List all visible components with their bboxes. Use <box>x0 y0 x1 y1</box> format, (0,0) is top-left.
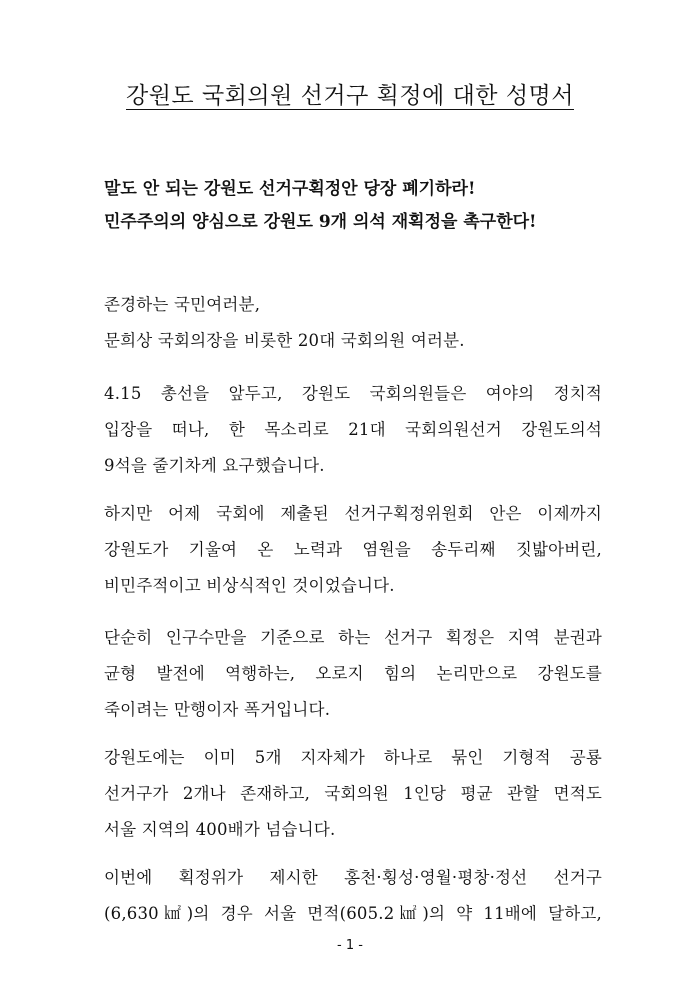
paragraph-line: 죽이려는 만행이자 폭거입니다. <box>104 700 331 719</box>
paragraph-line: 입장을 떠나, 한 목소리로 21대 국회의원선거 강원도의석 <box>104 420 602 439</box>
paragraph-district-area <box>104 740 602 848</box>
paragraph-line: 강원도에는 이미 5개 지자체가 하나로 묶인 기형적 공룡 <box>104 748 602 767</box>
subtitle-line-1: 말도 안 되는 강원도 선거구획정안 당장 폐기하라! <box>104 179 476 199</box>
paragraph-election-demand <box>104 376 602 484</box>
paragraph-line: 문희상 국회의장을 비롯한 20대 국회의원 여러분. <box>104 331 465 350</box>
paragraph-committee-plan <box>104 496 602 604</box>
page-number: - 1 - <box>337 938 363 953</box>
paragraph-line: 4.15 총선을 앞두고, 강원도 국회의원들은 여야의 정치적 <box>104 384 602 403</box>
paragraph-line: 강원도가 기울여 온 노력과 염원을 송두리째 짓밟아버린, <box>104 540 602 559</box>
paragraph-line: (6,630㎢)의 경우 서울 면적(605.2㎢)의 약 11배에 달하고, <box>104 904 602 923</box>
paragraph-line: 균형 발전에 역행하는, 오로지 힘의 논리만으로 강원도를 <box>104 664 602 683</box>
paragraph-line: 선거구가 2개나 존재하고, 국회의원 1인당 평균 관할 면적도 <box>104 784 602 803</box>
paragraph-proposed-district <box>104 860 602 932</box>
title-text: 강원도 국회의원 선거구 획정에 대한 성명서 <box>126 83 574 109</box>
paragraph-line: 비민주적이고 비상식적인 것이었습니다. <box>104 576 395 595</box>
paragraph-line: 하지만 어제 국회에 제출된 선거구획정위원회 안은 이제까지 <box>104 504 602 523</box>
paragraph-population-criteria <box>104 620 602 728</box>
subtitle-line-2: 민주주의의 양심으로 강원도 9개 의석 재획정을 촉구한다! <box>104 212 537 232</box>
paragraph-line: 이번에 획정위가 제시한 홍천·횡성·영월·평창·정선 선거구 <box>104 868 602 887</box>
paragraph-line: 존경하는 국민여러분, <box>104 295 261 314</box>
paragraph-line: 9석을 줄기차게 요구했습니다. <box>104 456 325 475</box>
paragraph-line: 단순히 인구수만을 기준으로 하는 선거구 획정은 지역 분권과 <box>104 628 602 647</box>
paragraph-line: 서울 지역의 400배가 넘습니다. <box>104 820 336 839</box>
document-title <box>0 80 700 112</box>
paragraph-greeting <box>104 287 602 359</box>
